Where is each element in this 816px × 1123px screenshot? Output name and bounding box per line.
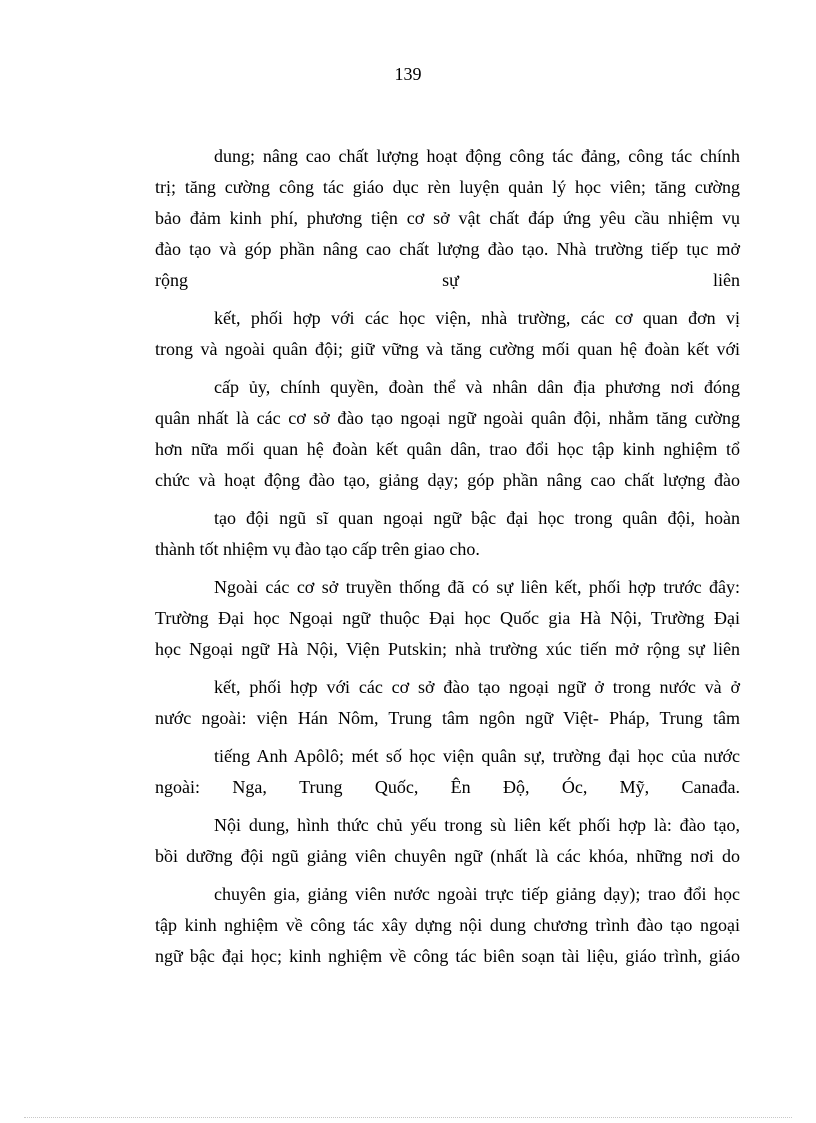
page-number: 139 xyxy=(394,64,422,84)
word: sự xyxy=(442,270,459,290)
text-line: Ngoài các cơ sở truyền thống đã có sự liên kết, phối hợp trước đây: xyxy=(214,577,740,597)
word: Mỹ, xyxy=(619,777,650,797)
word: liên xyxy=(712,270,740,290)
text-line: ngữ bậc đại học; kinh nghiệm về công tác biên soạn tài liệu, giáo trình, giáo xyxy=(155,946,740,966)
word: Độ, xyxy=(503,777,530,797)
text-line: đào tạo và góp phần nâng cao chất lượng đào tạo. Nhà trường tiếp tục mở xyxy=(155,239,740,259)
text-line: Trường Đại học Ngoại ngữ thuộc Đại học Quốc gia Hà Nội, Trường Đại xyxy=(155,608,740,628)
word: Canađa. xyxy=(681,777,740,797)
text-line: nước ngoài: viện Hán Nôm, Trung tâm ngôn ngữ Việt- Pháp, Trung tâm xyxy=(155,708,740,728)
text-line: chuyên gia, giảng viên nước ngoài trực tiếp giảng dạy); trao đổi học xyxy=(214,884,740,904)
spread-line xyxy=(155,776,740,798)
word: ngoài: xyxy=(155,777,200,797)
word: Nga, xyxy=(232,777,267,797)
text-line: học Ngoại ngữ Hà Nội, Viện Putskin; nhà trường xúc tiến mở rộng sự liên xyxy=(155,639,740,659)
text-line: Nội dung, hình thức chủ yếu trong sù liên kết phối hợp là: đào tạo, xyxy=(214,815,740,835)
word: Trung xyxy=(299,777,343,797)
text-line: thành tốt nhiệm vụ đào tạo cấp trên giao cho. xyxy=(155,539,480,559)
text-line: trong và ngoài quân đội; giữ vững và tăng cường mối quan hệ đoàn kết với xyxy=(155,339,740,359)
text-line: chức và hoạt động đào tạo, giảng dạy; góp phần nâng cao chất lượng đào xyxy=(155,470,740,490)
text-line: bảo đảm kinh phí, phương tiện cơ sở vật chất đáp ứng yêu cầu nhiệm vụ xyxy=(155,208,740,228)
word: Quốc, xyxy=(374,777,419,797)
text-line: trị; tăng cường công tác giáo dục rèn luyện quản lý học viên; tăng cường xyxy=(155,177,740,197)
text-line: tạo đội ngũ sĩ quan ngoại ngữ bậc đại học trong quân đội, hoàn xyxy=(214,508,740,528)
text-line: bồi dưỡng đội ngũ giảng viên chuyên ngữ (nhất là các khóa, những nơi do xyxy=(155,846,740,866)
text-line: quân nhất là các cơ sở đào tạo ngoại ngữ ngoài quân đội, nhằm tăng cường xyxy=(155,408,740,428)
text-line: tiếng Anh Apôlô; mét số học viện quân sự, trường đại học của nước xyxy=(214,746,740,766)
footer-divider xyxy=(24,1117,792,1118)
word: Óc, xyxy=(561,777,588,797)
text-line: kết, phối hợp với các cơ sở đào tạo ngoại ngữ ở trong nước và ở xyxy=(214,677,740,697)
word: Ên xyxy=(450,777,471,797)
text-line: dung; nâng cao chất lượng hoạt động công tác đảng, công tác chính xyxy=(214,146,740,166)
spread-line xyxy=(155,269,740,291)
text-line: kết, phối hợp với các học viện, nhà trường, các cơ quan đơn vị xyxy=(214,308,740,328)
text-line: tập kinh nghiệm về công tác xây dựng nội dung chương trình đào tạo ngoại xyxy=(155,915,740,935)
text-line: hơn nữa mối quan hệ đoàn kết quân dân, trao đổi học tập kinh nghiệm tổ xyxy=(155,439,740,459)
text-line: cấp ủy, chính quyền, đoàn thể và nhân dân địa phương nơi đóng xyxy=(214,377,740,397)
word: rộng xyxy=(155,270,188,290)
